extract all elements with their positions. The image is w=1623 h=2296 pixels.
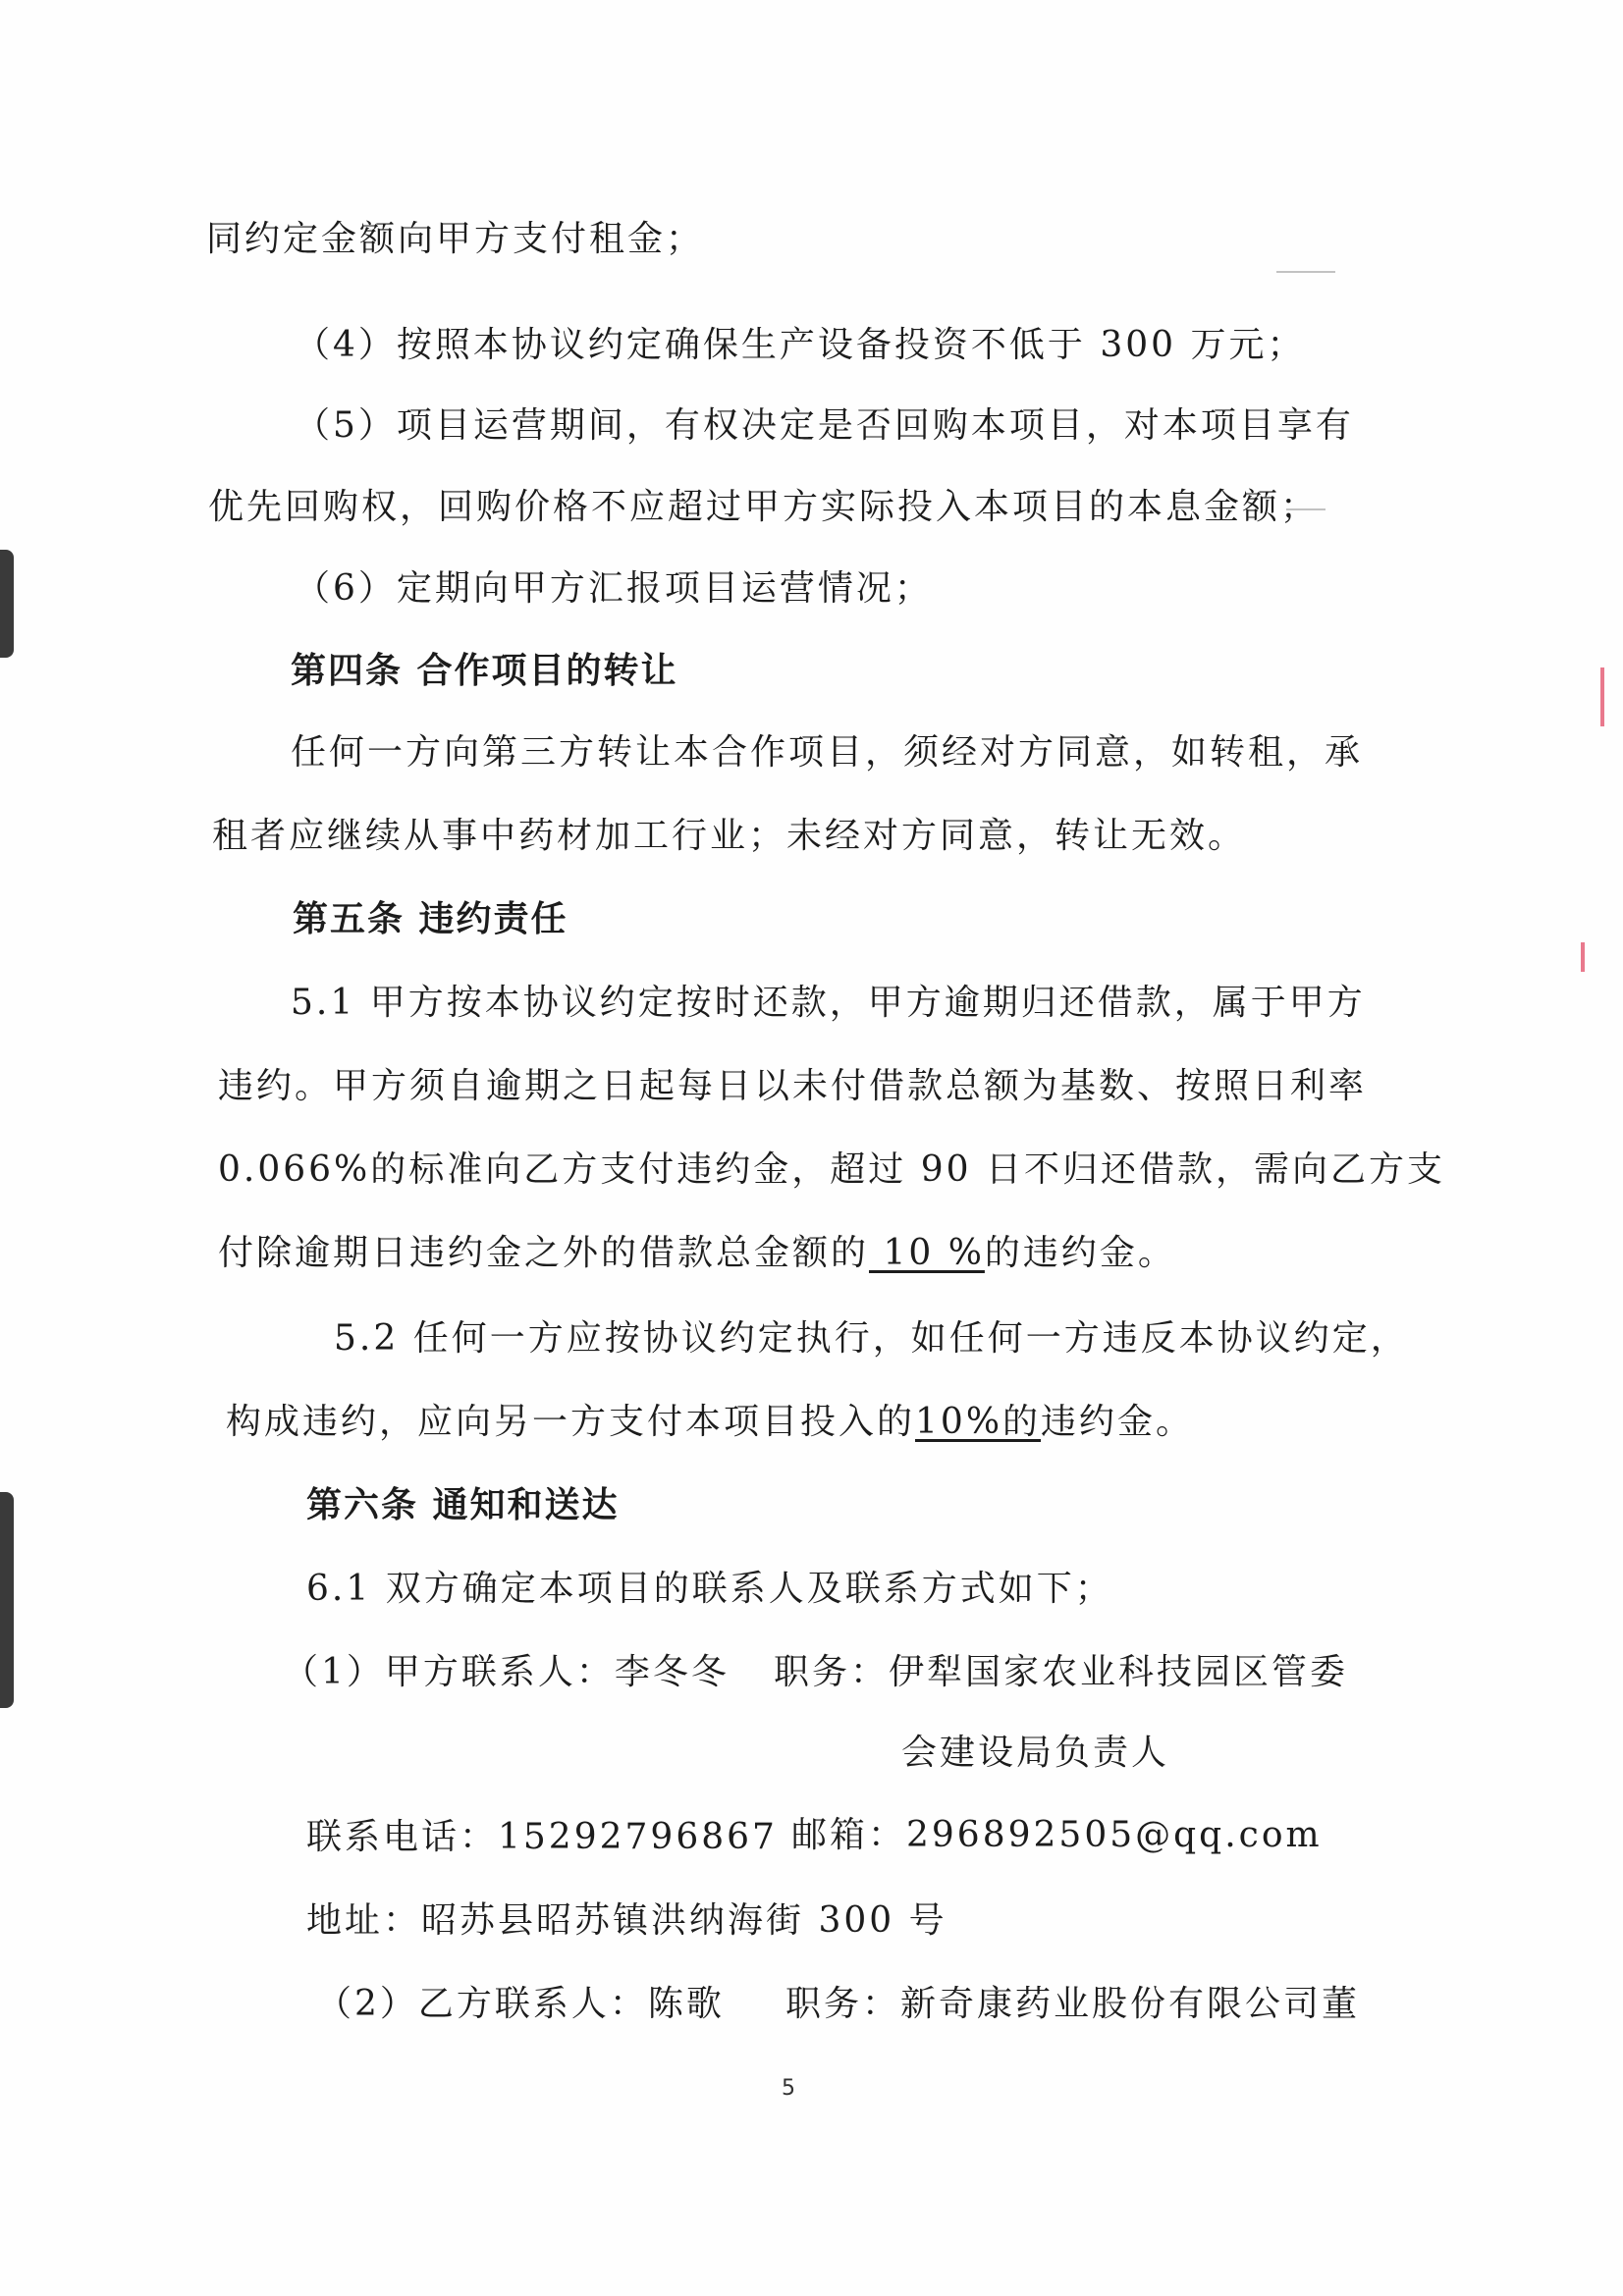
party-b-contact: （2）乙方联系人：陈歌 <box>316 1984 725 2024</box>
clause4-paragraph: 任何一方向第三方转让本合作项目，须经对方同意，如转租，承 <box>291 732 1364 773</box>
scan-edge-shadow <box>0 550 14 658</box>
scan-edge-shadow <box>0 1492 14 1708</box>
party-a-address: 地址：昭苏县昭苏镇洪纳海街 300 号 <box>306 1900 947 1941</box>
clause5-1-line <box>218 1230 1176 1277</box>
clause5-1-text: 付除逾期日违约金之外的借款总金额的 <box>218 1233 870 1273</box>
clause3-line: 同约定金额向甲方支付租金； <box>206 219 705 259</box>
clause6-1-line: 6.1 双方确定本项目的联系人及联系方式如下； <box>306 1569 1113 1609</box>
clause5-1-line: 违约。甲方须自逾期之日起每日以未付借款总额为基数、按照日利率 <box>218 1066 1368 1106</box>
party-a-email: 邮箱：296892505@qq.com <box>791 1815 1323 1855</box>
party-a-contact: （1）甲方联系人：李冬冬 <box>283 1652 730 1692</box>
red-ink-mark <box>1600 667 1604 726</box>
clause5-2-text: 构成违约，应向另一方支付本项目投入的 <box>226 1402 916 1442</box>
clause5-2-line <box>226 1399 1194 1446</box>
clause6-heading: 第六条 通知和送达 <box>306 1485 620 1525</box>
clause3-item5: （5）项目运营期间，有权决定是否回购本项目，对本项目享有 <box>295 405 1354 446</box>
clause5-1-text: 的违约金。 <box>984 1233 1176 1273</box>
party-b-title: 职务：新奇康药业股份有限公司董 <box>785 1984 1361 2024</box>
clause5-2-line: 5.2 任何一方应按协议约定执行，如任何一方违反本协议约定， <box>334 1318 1409 1359</box>
clause3-item4: （4）按照本协议约定确保生产设备投资不低于 300 万元； <box>295 325 1306 365</box>
clause5-1-line: 5.1 甲方按本协议约定按时还款，甲方逾期归还借款，属于甲方 <box>291 983 1366 1023</box>
page-number: 5 <box>782 2076 795 2101</box>
clause4-heading: 第四条 合作项目的转让 <box>291 651 678 691</box>
clause4-paragraph-cont: 租者应继续从事中药材加工行业；未经对方同意，转让无效。 <box>212 816 1247 856</box>
clause5-2-text: 违约金。 <box>1041 1402 1195 1442</box>
scan-mark <box>1276 271 1335 273</box>
penalty-rate-blank: 10 % <box>869 1233 985 1273</box>
clause5-heading: 第五条 违约责任 <box>293 899 568 939</box>
penalty-rate-blank: 10%的 <box>915 1402 1042 1442</box>
clause5-1-line: 0.066%的标准向乙方支付违约金，超过 90 日不归还借款，需向乙方支 <box>218 1149 1445 1190</box>
party-a-title: 职务：伊犁国家农业科技园区管委 <box>774 1652 1349 1692</box>
clause3-item6: （6）定期向甲方汇报项目运营情况； <box>295 568 933 609</box>
party-a-phone: 联系电话：15292796867 <box>306 1817 778 1857</box>
party-a-title-cont: 会建设局负责人 <box>901 1733 1170 1773</box>
red-ink-mark <box>1581 942 1585 972</box>
clause3-item5-cont: 优先回购权，回购价格不应超过甲方实际投入本项目的本息金额； <box>208 487 1320 527</box>
